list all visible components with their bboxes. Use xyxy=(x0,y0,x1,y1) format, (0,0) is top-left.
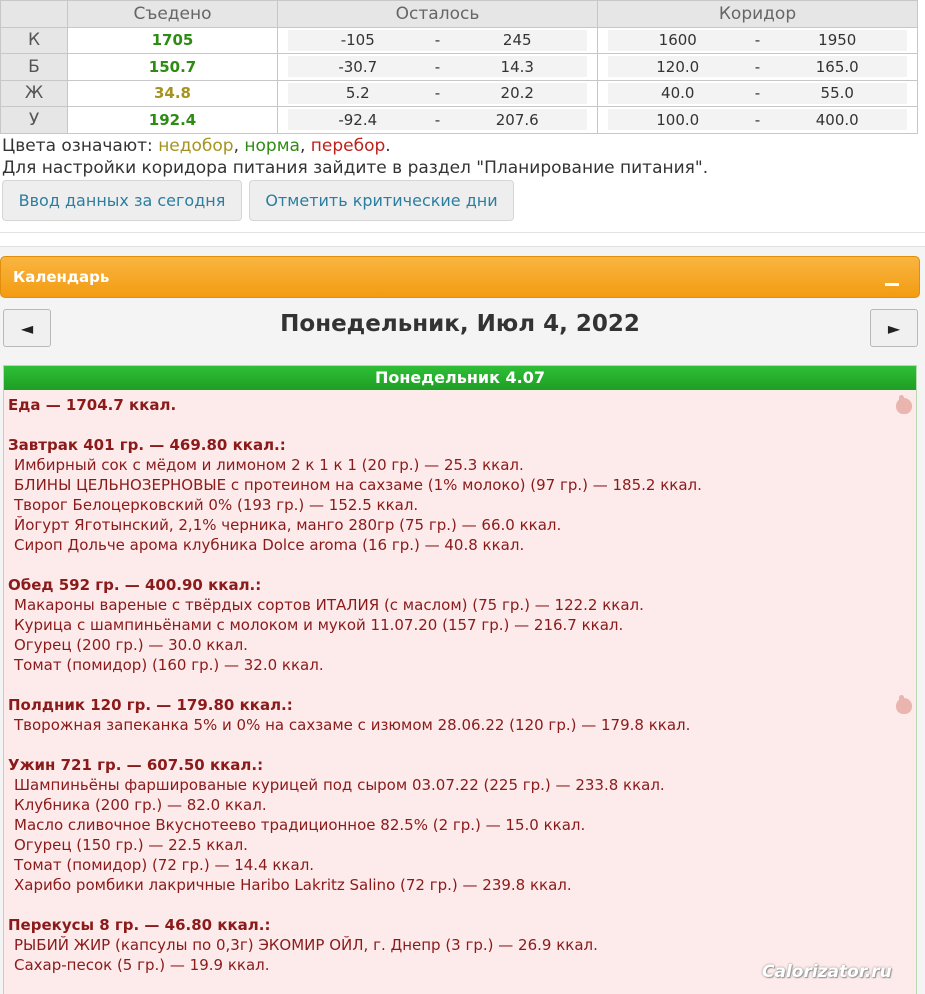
food-item[interactable]: Творог Белоцерковский 0% (193 гр.) — 152.5 ккал. xyxy=(14,496,419,514)
header-corner xyxy=(1,1,68,28)
corridor-from: 120.0 xyxy=(656,57,700,76)
header-corridor: Коридор xyxy=(598,1,918,28)
corridor-cell xyxy=(598,54,918,81)
calendar-header[interactable] xyxy=(0,256,920,298)
spacer xyxy=(8,895,916,915)
minus-icon[interactable] xyxy=(885,283,899,286)
watermark: Calorizator.ru xyxy=(762,962,892,982)
range-dash: - xyxy=(434,110,441,129)
remaining-to: 20.2 xyxy=(500,84,534,103)
spacer xyxy=(8,555,916,575)
remaining-from: -105 xyxy=(340,31,375,50)
food-total: Еда — 1704.7 ккал. xyxy=(8,396,177,414)
range-dash: - xyxy=(434,84,441,103)
range-dash: - xyxy=(754,110,761,129)
corridor-from: 100.0 xyxy=(656,110,700,129)
remaining-cell xyxy=(278,107,598,134)
remaining-cell xyxy=(278,54,598,81)
eaten-value: 150.7 xyxy=(68,54,278,81)
table-row xyxy=(1,54,918,81)
day-card xyxy=(3,365,917,994)
corridor-from: 40.0 xyxy=(661,84,695,103)
remaining-to: 14.3 xyxy=(500,57,534,76)
corridor-to: 55.0 xyxy=(820,84,854,103)
range-dash: - xyxy=(754,57,761,76)
corridor-hint: Для настройки коридора питания зайдите в раздел "Планирование питания". xyxy=(2,158,709,178)
header-eaten: Съедено xyxy=(68,1,278,28)
row-label: К xyxy=(1,27,68,54)
row-label: У xyxy=(1,107,68,134)
table-header-row xyxy=(1,1,918,28)
prev-day-button[interactable]: ◄ xyxy=(3,309,51,347)
food-item[interactable]: Сахар-песок (5 гр.) — 19.9 ккал. xyxy=(14,956,270,974)
legend-under: недобор xyxy=(158,136,234,156)
legend-end: . xyxy=(385,136,391,156)
range-dash: - xyxy=(434,31,441,50)
range-dash: - xyxy=(434,57,441,76)
remaining-from: 5.2 xyxy=(345,84,370,103)
meal-title[interactable]: Ужин 721 гр. — 607.50 ккал.: xyxy=(8,756,264,774)
color-legend xyxy=(2,136,391,156)
day-body xyxy=(4,390,916,975)
remaining-cell xyxy=(278,80,598,107)
remaining-from: -30.7 xyxy=(338,57,378,76)
range-dash: - xyxy=(754,31,761,50)
legend-sep2: , xyxy=(299,136,311,156)
hand-pointer-icon[interactable] xyxy=(896,398,912,414)
food-item[interactable]: Харибо ромбики лакричные Haribo Lakritz Salino (72 гр.) — 239.8 ккал. xyxy=(14,876,572,894)
spacer xyxy=(8,415,916,435)
food-item[interactable]: Огурец (150 гр.) — 22.5 ккал. xyxy=(14,836,248,854)
eaten-value: 34.8 xyxy=(68,80,278,107)
eaten-value: 1705 xyxy=(68,27,278,54)
divider xyxy=(0,232,925,233)
food-item[interactable]: Масло сливочное Вкуснотеево традиционное 82.5% (2 гр.) — 15.0 ккал. xyxy=(14,816,586,834)
legend-prefix: Цвета означают: xyxy=(2,136,159,156)
table-row xyxy=(1,27,918,54)
food-item[interactable]: Йогурт Яготынский, 2,1% черника, манго 280гр (75 гр.) — 66.0 ккал. xyxy=(14,516,562,534)
meal-title[interactable]: Завтрак 401 гр. — 469.80 ккал.: xyxy=(8,436,286,454)
header-remaining: Осталось xyxy=(278,1,598,28)
critical-days-button[interactable]: Отметить критические дни xyxy=(249,180,514,221)
legend-sep1: , xyxy=(233,136,245,156)
corridor-cell xyxy=(598,80,918,107)
row-label: Б xyxy=(1,54,68,81)
table-row xyxy=(1,107,918,134)
food-item[interactable]: Творожная запеканка 5% и 0% на сахзаме с изюмом 28.06.22 (120 гр.) — 179.8 ккал. xyxy=(14,716,691,734)
corridor-cell xyxy=(598,107,918,134)
food-item[interactable]: РЫБИЙ ЖИР (капсулы по 0,3г) ЭКОМИР ОЙЛ, г. Днепр (3 гр.) — 26.9 ккал. xyxy=(14,936,598,954)
food-item[interactable]: Клубника (200 гр.) — 82.0 ккал. xyxy=(14,796,267,814)
eaten-value: 192.4 xyxy=(68,107,278,134)
food-item[interactable]: БЛИНЫ ЦЕЛЬНОЗЕРНОВЫЕ с протеином на сахзаме (1% молоко) (97 гр.) — 185.2 ккал. xyxy=(14,476,702,494)
corridor-from: 1600 xyxy=(658,31,697,50)
meal-title[interactable]: Обед 592 гр. — 400.90 ккал.: xyxy=(8,576,262,594)
nutrient-rows xyxy=(1,27,918,133)
spacer xyxy=(8,675,916,695)
corridor-to: 165.0 xyxy=(815,57,859,76)
row-label: Ж xyxy=(1,80,68,107)
meal-title[interactable]: Полдник 120 гр. — 179.80 ккал.: xyxy=(8,696,293,714)
meal-title[interactable]: Перекусы 8 гр. — 46.80 ккал.: xyxy=(8,916,271,934)
enter-today-button[interactable]: Ввод данных за сегодня xyxy=(2,180,242,221)
hand-pointer-icon[interactable] xyxy=(896,698,912,714)
remaining-from: -92.4 xyxy=(338,110,378,129)
legend-over: перебор xyxy=(310,136,386,156)
remaining-cell xyxy=(278,27,598,54)
food-item[interactable]: Имбирный сок с мёдом и лимоном 2 к 1 к 1 (20 гр.) — 25.3 ккал. xyxy=(14,456,524,474)
corridor-to: 400.0 xyxy=(815,110,859,129)
corridor-cell xyxy=(598,27,918,54)
food-item[interactable]: Томат (помидор) (72 гр.) — 14.4 ккал. xyxy=(14,856,315,874)
food-item[interactable]: Макароны вареные с твёрдых сортов ИТАЛИЯ (с маслом) (75 гр.) — 122.2 ккал. xyxy=(14,596,644,614)
table-row xyxy=(1,80,918,107)
food-item[interactable]: Томат (помидор) (160 гр.) — 32.0 ккал. xyxy=(14,656,324,674)
nutrient-table xyxy=(0,0,918,134)
legend-norm: норма xyxy=(244,136,300,156)
remaining-to: 207.6 xyxy=(495,110,539,129)
calendar-title: Календарь xyxy=(13,268,110,286)
spacer xyxy=(8,735,916,755)
corridor-to: 1950 xyxy=(818,31,857,50)
food-item[interactable]: Шампиньёны фаршированые курицей под сыром 03.07.22 (225 гр.) — 233.8 ккал. xyxy=(14,776,665,794)
range-dash: - xyxy=(754,84,761,103)
food-item[interactable]: Курица с шампиньёнами с молоком и мукой 11.07.20 (157 гр.) — 216.7 ккал. xyxy=(14,616,624,634)
remaining-to: 245 xyxy=(502,31,532,50)
food-item[interactable]: Огурец (200 гр.) — 30.0 ккал. xyxy=(14,636,248,654)
day-header: Понедельник 4.07 xyxy=(4,366,916,390)
food-item[interactable]: Сироп Дольче арома клубника Dolce aroma (16 гр.) — 40.8 ккал. xyxy=(14,536,525,554)
next-day-button[interactable]: ► xyxy=(870,309,918,347)
date-title: Понедельник, Июл 4, 2022 xyxy=(280,311,640,337)
